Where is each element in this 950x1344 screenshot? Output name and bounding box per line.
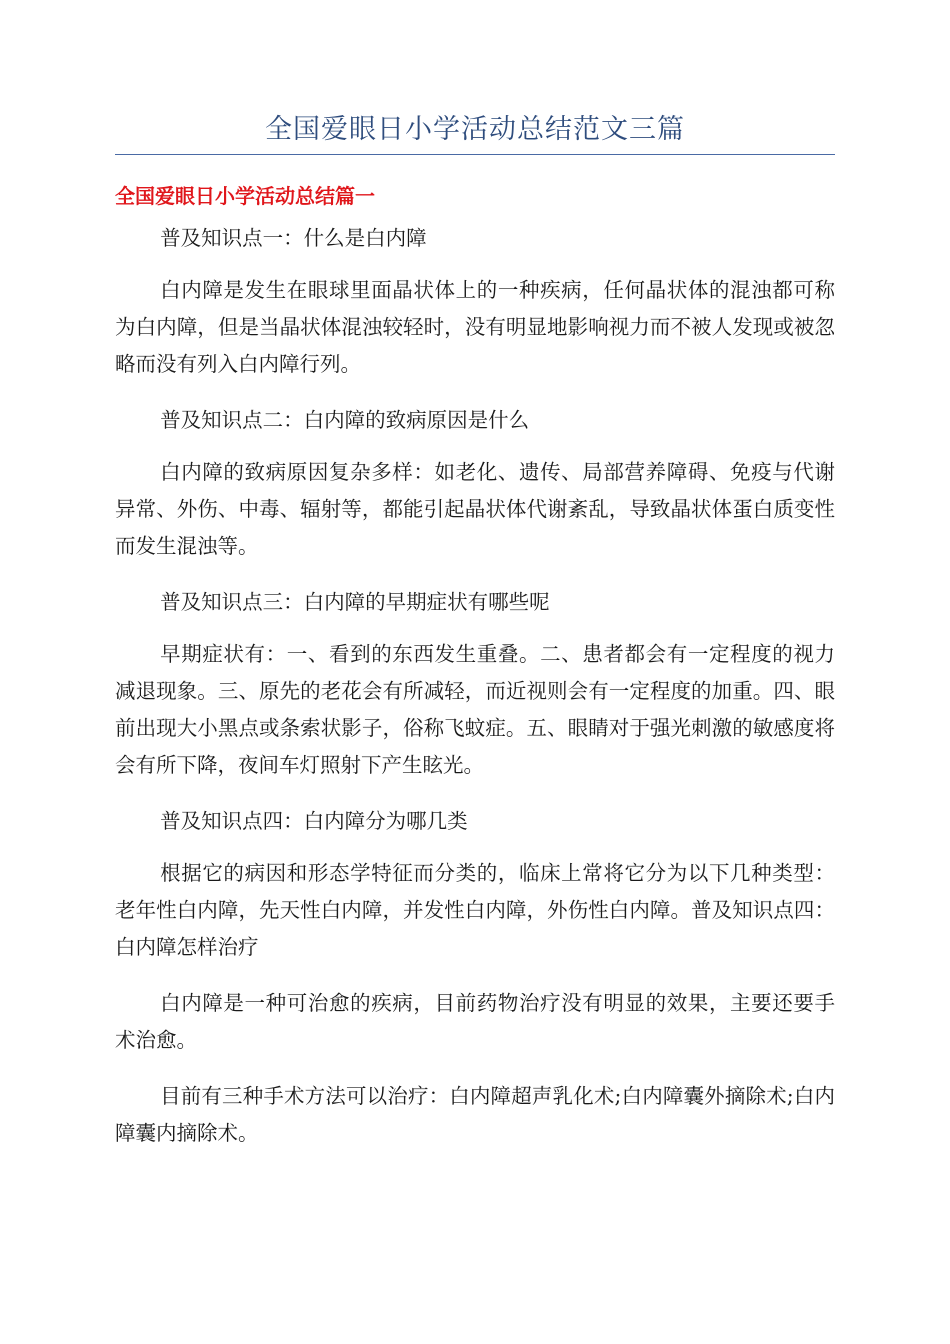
- document-title: 全国爱眼日小学活动总结范文三篇: [265, 114, 685, 145]
- document-body: [115, 220, 835, 1171]
- knowledge-point-3-heading: 普及知识点三：白内障的早期症状有哪些呢: [160, 590, 550, 614]
- paragraph-treatment: 白内障是一种可治愈的疾病，目前药物治疗没有明显的效果，主要还要手术治愈。: [115, 991, 835, 1052]
- paragraph-causes: 白内障的致病原因复杂多样：如老化、遗传、局部营养障碍、免疫与代谢异常、外伤、中毒、辐射等，都能引起晶状体代谢紊乱，导致晶状体蛋白质变性而发生混浊等。: [115, 460, 835, 558]
- knowledge-point-2-heading: 普及知识点二：白内障的致病原因是什么: [160, 408, 530, 432]
- section-heading: 全国爱眼日小学活动总结篇一: [115, 184, 375, 208]
- paragraph-definition: 白内障是发生在眼球里面晶状体上的一种疾病，任何晶状体的混浊都可称为白内障，但是当晶状体混浊较轻时，没有明显地影响视力而不被人发现或被忽略而没有列入白内障行列。: [115, 278, 835, 376]
- paragraph-symptoms: 早期症状有：一、看到的东西发生重叠。二、患者都会有一定程度的视力减退现象。三、原先的老花会有所减轻，而近视则会有一定程度的加重。四、眼前出现大小黑点或条索状影子，俗称飞蚊症。五、眼睛对于强光刺激的敏感度将会有所下降，夜间车灯照射下产生眩光。: [115, 642, 835, 777]
- paragraph-surgery: 目前有三种手术方法可以治疗：白内障超声乳化术;白内障囊外摘除术;白内障囊内摘除术。: [115, 1084, 835, 1145]
- knowledge-point-1-heading: 普及知识点一：什么是白内障: [160, 226, 427, 250]
- paragraph-types: 根据它的病因和形态学特征而分类的，临床上常将它分为以下几种类型：老年性白内障，先天性白内障，并发性白内障，外伤性白内障。普及知识点四：白内障怎样治疗: [115, 861, 835, 959]
- knowledge-point-4-heading: 普及知识点四：白内障分为哪几类: [160, 809, 468, 833]
- title-divider: [115, 154, 835, 155]
